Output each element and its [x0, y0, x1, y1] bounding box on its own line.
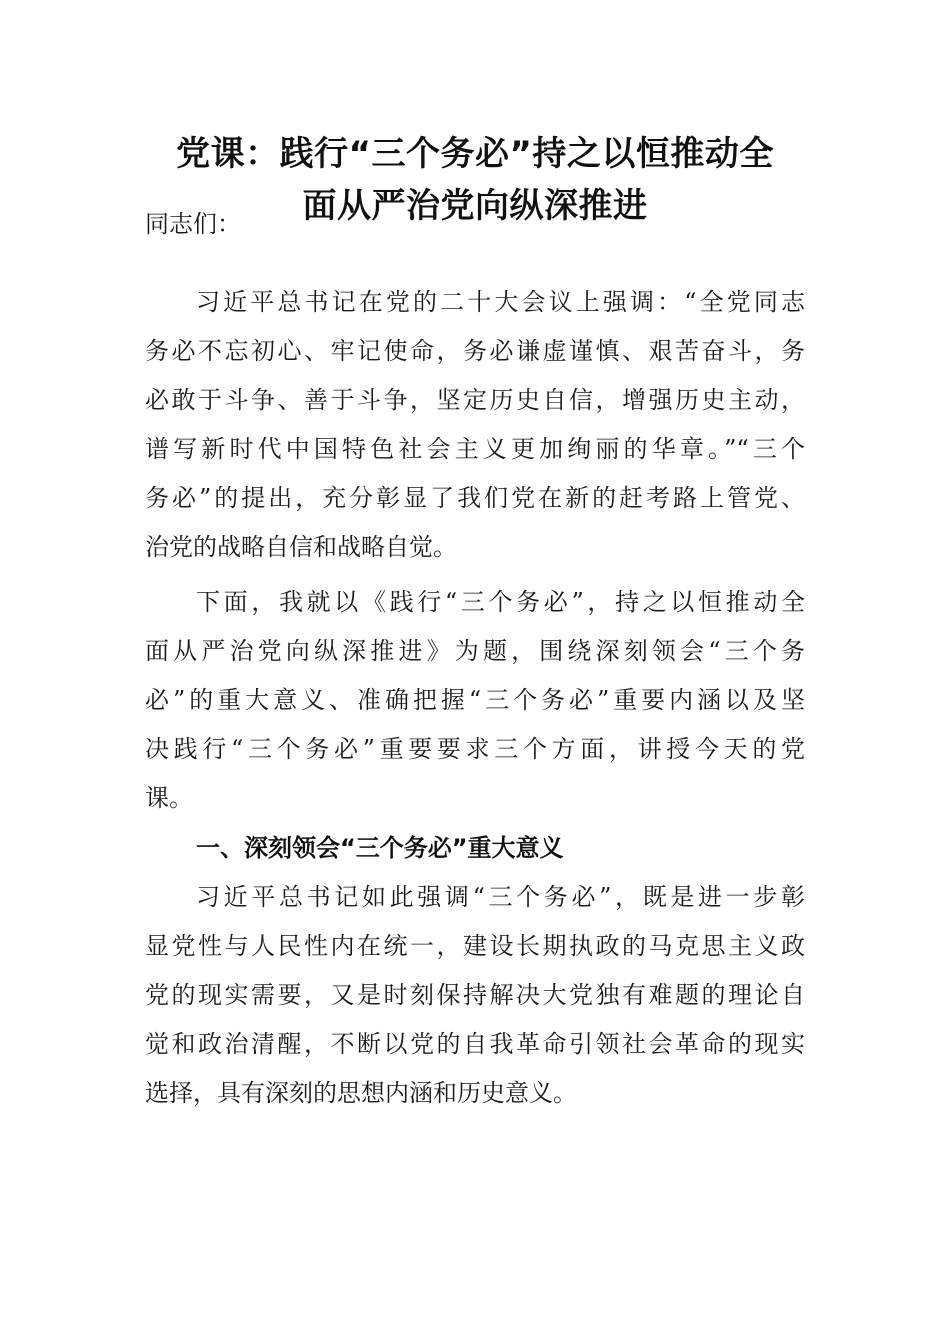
paragraph-line: 党的现实需要，又是时刻保持解决大党独有难题的理论自 [145, 981, 805, 1009]
title-line-2: 面从严治党向纵深推进 [302, 186, 648, 226]
paragraph-line: 显党性与人民性内在统一，建设长期执政的马克思主义政 [145, 932, 805, 960]
paragraph-line: 必敢于斗争、善于斗争，坚定历史自信，增强历史主动， [145, 386, 805, 414]
paragraph-line: 务必”的提出，充分彰显了我们党在新的赶考路上管党、 [145, 484, 805, 512]
title-line-1: 党课：践行“三个务必”持之以恒推动全 [176, 134, 774, 174]
paragraph-line: 课。 [145, 784, 193, 812]
paragraph-section-1 [145, 873, 805, 1118]
paragraph-line: 面从严治党向纵深推进》为题，围绕深刻领会“三个务 [145, 637, 805, 665]
salutation: 同志们： [145, 210, 241, 238]
paragraph-outline [145, 578, 805, 823]
paragraph-line: 谱写新时代中国特色社会主义更加绚丽的华章。”“三个 [145, 435, 805, 463]
paragraph-line: 选择，具有深刻的思想内涵和历史意义。 [145, 1079, 577, 1107]
paragraph-line: 决践行“三个务必”重要要求三个方面，讲授今天的党 [145, 735, 805, 763]
paragraph-line: 觉和政治清醒，不断以党的自我革命引领社会革命的现实 [145, 1030, 805, 1058]
paragraph-line: 务必不忘初心、牢记使命，务必谦虚谨慎、艰苦奋斗，务 [145, 337, 805, 365]
paragraph-line: 治党的战略自信和战略自觉。 [145, 533, 457, 561]
paragraph-line: 习近平总书记在党的二十大会议上强调：“全党同志 [196, 288, 805, 316]
paragraph-line: 必”的重大意义、准确把握“三个务必”重要内涵以及坚 [145, 686, 805, 714]
paragraph-line: 下面，我就以《践行“三个务必”，持之以恒推动全 [196, 588, 805, 616]
paragraph-intro [145, 278, 805, 572]
paragraph-line: 习近平总书记如此强调“三个务必”，既是进一步彰 [196, 883, 805, 911]
section-heading-1: 一、深刻领会“三个务必”重大意义 [196, 834, 564, 862]
